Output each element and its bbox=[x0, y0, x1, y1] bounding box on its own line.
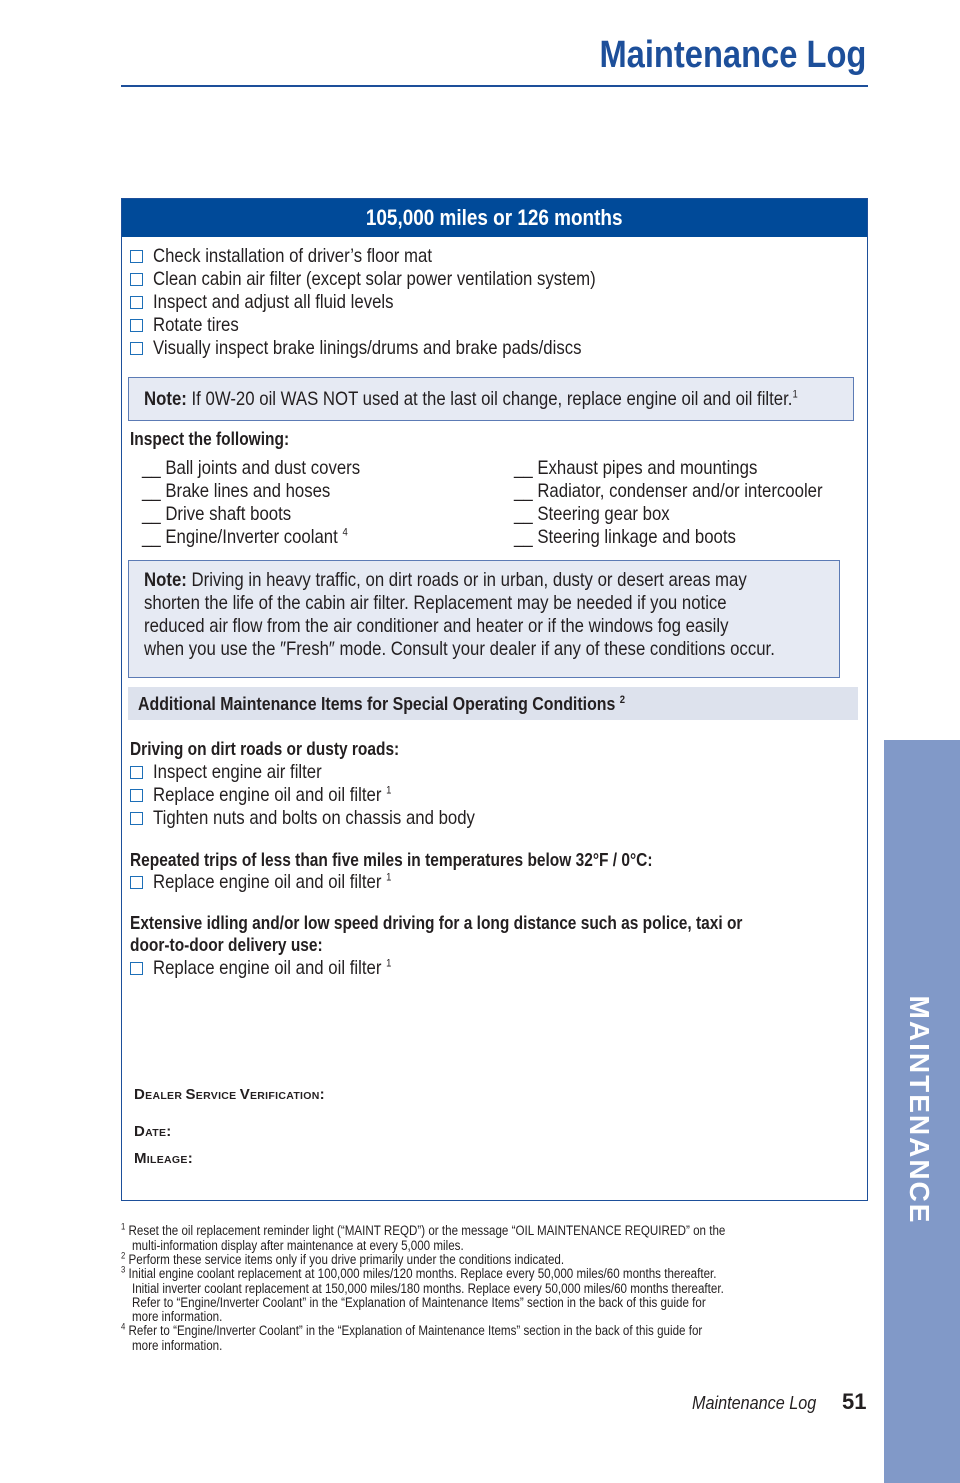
note-text: If 0W-20 oil WAS NOT used at the last oil change, replace engine oil and oil filter. bbox=[191, 388, 793, 410]
checkbox[interactable] bbox=[130, 250, 143, 263]
checklist-item[interactable]: Replace engine oil and oil filter $^1$ bbox=[130, 871, 430, 894]
checklist-item[interactable]: Visually inspect brake linings/drums and brake pads/discs bbox=[130, 337, 651, 360]
oil-note bbox=[128, 377, 854, 421]
inspect-item: __ Steering gear box bbox=[514, 503, 670, 525]
dealer-service-verification-label: DEALER SERVICE VERIFICATION: bbox=[134, 1086, 325, 1103]
note-line: shorten the life of the cabin air filter. Replacement may be needed if you notice bbox=[144, 592, 727, 614]
dirt-roads-heading: Driving on dirt roads or dusty roads: bbox=[130, 739, 400, 759]
maintenance-box bbox=[121, 198, 868, 1201]
inspect-item: __ Radiator, condenser and/or intercooler bbox=[514, 480, 823, 502]
mileage-label: MILEAGE: bbox=[134, 1150, 193, 1167]
footnote-1: $^1$ Reset the oil replacement reminder light (“MAINT REQD”) or the message “OIL MAINTENANCE REQUIRED” on the bbox=[121, 1221, 726, 1238]
footnote-3-cont: Initial inverter coolant replacement at 150,000 miles/180 months. Replace every 50,000 miles/60 months thereafter. bbox=[132, 1281, 724, 1296]
checkbox[interactable] bbox=[130, 766, 143, 779]
title-rule bbox=[121, 85, 868, 87]
cabin-filter-note bbox=[128, 560, 840, 678]
checklist-item[interactable]: Replace engine oil and oil filter $^1$ bbox=[130, 784, 430, 807]
footnote-4: $^4$ Refer to “Engine/Inverter Coolant” in the “Explanation of Maintenance Items” section in the back of this guide for bbox=[121, 1321, 703, 1338]
footnote-2: $^2$ Perform these service items only if you drive primarily under the conditions indicated. bbox=[121, 1250, 565, 1267]
checklist-item[interactable]: Clean cabin air filter (except solar power ventilation system) bbox=[130, 268, 668, 291]
checkbox[interactable] bbox=[130, 789, 143, 802]
additional-heading: Additional Maintenance Items for Special Operating Conditions bbox=[138, 693, 616, 714]
footnote-4-cont: more information. bbox=[132, 1338, 223, 1353]
footer-section-label: Maintenance Log bbox=[692, 1393, 817, 1413]
section-side-label: MAINTENANCE bbox=[904, 995, 935, 1225]
checkbox[interactable] bbox=[130, 273, 143, 286]
inspect-item: __ Engine/Inverter coolant $^4$ bbox=[142, 526, 348, 548]
page-title: Maintenance Log bbox=[599, 34, 866, 76]
checklist-item[interactable]: Inspect and adjust all fluid levels bbox=[130, 291, 433, 314]
footnote-3-cont: Refer to “Engine/Inverter Coolant” in the “Explanation of Maintenance Items” section in the back of this guide for bbox=[132, 1295, 706, 1310]
footnote-1-cont: multi-information display after maintenance at every 5,000 miles. bbox=[132, 1238, 464, 1253]
page-number: 51 bbox=[842, 1389, 867, 1414]
footnote-ref: 1 bbox=[386, 957, 392, 970]
inspect-item: __ Steering linkage and boots bbox=[514, 526, 736, 548]
footnote-ref: 1 bbox=[792, 388, 798, 401]
checklist-item[interactable]: Inspect engine air filter bbox=[130, 761, 349, 784]
note-line: Note: Driving in heavy traffic, on dirt roads or in urban, dusty or desert areas may bbox=[144, 569, 747, 591]
checkbox[interactable] bbox=[130, 876, 143, 889]
footnote-ref: 4 bbox=[342, 526, 348, 539]
checklist-item[interactable]: Replace engine oil and oil filter $^1$ bbox=[130, 957, 430, 980]
inspect-heading: Inspect the following: bbox=[130, 429, 290, 449]
footnote-ref: 1 bbox=[386, 871, 392, 884]
interval-header: 105,000 miles or 126 months bbox=[122, 199, 867, 237]
checklist-item[interactable]: Tighten nuts and bolts on chassis and body bbox=[130, 807, 527, 830]
inspect-item: __ Brake lines and hoses bbox=[142, 480, 331, 502]
idling-heading-line1: Extensive idling and/or low speed driving for a long distance such as police, taxi or bbox=[130, 913, 743, 933]
footnote-ref: 2 bbox=[619, 693, 626, 706]
inspect-item: __ Ball joints and dust covers bbox=[142, 457, 361, 479]
short-trips-heading: Repeated trips of less than five miles in temperatures below 32°F / 0°C: bbox=[130, 850, 653, 870]
note-line: when you use the ″Fresh″ mode. Consult your dealer if any of these conditions occur. bbox=[144, 638, 775, 660]
inspect-item: __ Drive shaft boots bbox=[142, 503, 292, 525]
checkbox[interactable] bbox=[130, 962, 143, 975]
footnote-ref: 1 bbox=[386, 784, 392, 797]
note-label: Note: bbox=[144, 388, 187, 410]
idling-heading-line2: door-to-door delivery use: bbox=[130, 935, 323, 955]
additional-maintenance-bar bbox=[128, 687, 858, 720]
footnote-3: $^3$ Initial engine coolant replacement at 100,000 miles/120 months. Replace every 50,000 miles/60 months thereafter. bbox=[121, 1264, 717, 1281]
checklist-item[interactable]: Rotate tires bbox=[130, 314, 253, 337]
checkbox[interactable] bbox=[130, 296, 143, 309]
checkbox[interactable] bbox=[130, 319, 143, 332]
checkbox[interactable] bbox=[130, 812, 143, 825]
date-label: DATE: bbox=[134, 1123, 172, 1140]
checkbox[interactable] bbox=[130, 342, 143, 355]
inspect-item: __ Exhaust pipes and mountings bbox=[514, 457, 758, 479]
footnote-3-cont: more information. bbox=[132, 1309, 223, 1324]
checklist-item[interactable]: Check installation of driver’s floor mat bbox=[130, 245, 477, 268]
note-line: reduced air flow from the air conditioner and heater or if the windows fog easily bbox=[144, 615, 729, 637]
